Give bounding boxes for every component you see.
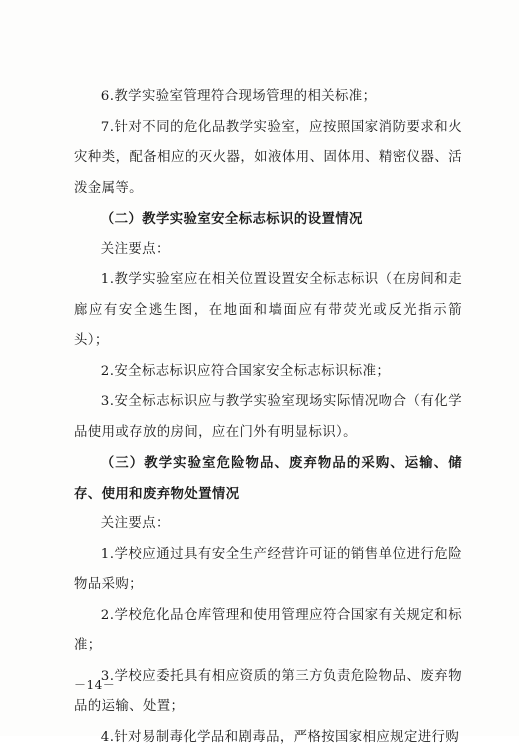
section-heading: （二）教学实验室安全标志标识的设置情况 <box>74 204 462 235</box>
body-paragraph: 6.教学实验室管理符合现场管理的相关标准； <box>74 82 462 113</box>
body-paragraph: 2.学校危化品仓库管理和使用管理应符合国家有关规定和标准； <box>74 601 462 662</box>
body-paragraph: 7.针对不同的危化品教学实验室，应按照国家消防要求和火灾种类，配备相应的灭火器，如液体用、固体用、精密仪器、活泼金属等。 <box>74 113 462 205</box>
body-paragraph: 1.教学实验室应在相关位置设置安全标志标识（在房间和走廊应有安全逃生图，在地面和墙面应有带荧光或反光指示箭头）； <box>74 265 462 357</box>
body-paragraph: 1.学校应通过具有安全生产经营许可证的销售单位进行危险物品采购； <box>74 540 462 601</box>
body-paragraph: 3.安全标志标识应与教学实验室现场实际情况吻合（有化学品使用或存放的房间，应在门外有明显标识）。 <box>74 387 462 448</box>
page-number: －14－ <box>74 676 115 693</box>
body-paragraph: 4.针对易制毒化学品和剧毒品，严格按国家相应规定进行购 <box>74 723 462 753</box>
body-paragraph: 关注要点： <box>74 235 462 266</box>
document-body <box>74 82 462 753</box>
body-paragraph: 2.安全标志标识应符合国家安全标志标识标准； <box>74 357 462 388</box>
body-paragraph: 3.学校应委托具有相应资质的第三方负责危险物品、废弃物品的运输、处置； <box>74 662 462 723</box>
section-heading: （三）教学实验室危险物品、废弃物品的采购、运输、储存、使用和废弃物处置情况 <box>74 448 462 509</box>
body-paragraph: 关注要点： <box>74 509 462 540</box>
